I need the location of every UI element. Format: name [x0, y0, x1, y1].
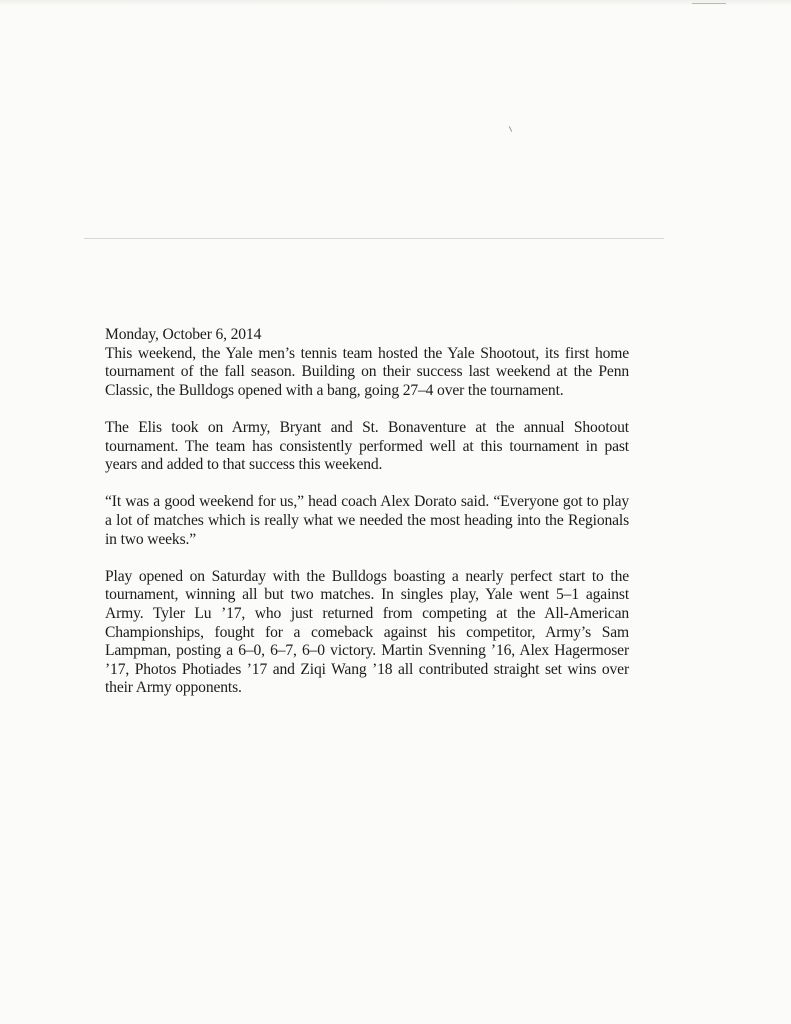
paragraph-opponents: The Elis took on Army, Bryant and St. Bonaventure at the annual Shootout tournament. The team has consistently performed well at this tournament in past years and added to that success this weekend.	[105, 418, 629, 474]
horizontal-rule	[84, 238, 664, 239]
scan-speck	[509, 126, 512, 132]
paragraph-coach-quote: “It was a good weekend for us,” head coach Alex Dorato said. “Everyone got to play a lot of matches which is really what we needed the most heading into the Regionals in two weeks.”	[105, 493, 629, 548]
article-date: Monday, October 6, 2014	[105, 326, 262, 343]
scan-shadow	[0, 0, 791, 6]
article-body	[105, 326, 629, 716]
scan-corner-mark	[692, 0, 726, 4]
paragraph-intro: This weekend, the Yale men’s tennis team hosted the Yale Shootout, its first home tournament of the fall season. Building on their success last weekend at the Penn Classic, the Bulldogs opened with a bang, going 27–4 over the tournament.	[105, 344, 629, 399]
paragraph-singles-play: Play opened on Saturday with the Bulldogs boasting a nearly perfect start to the tournament, winning all but two matches. In singles play, Yale went 5–1 against Army. Tyler Lu ’17, who just returned from competing at the All-American Championships, fought for a comeback against his competitor, Army’s Sam Lampman, posting a 6–0, 6–7, 6–0 victory. Martin Svenning ’16, Alex Hagermoser ’17, Photos Photiades ’17 and Ziqi Wang ’18 all contributed straight set wins over their Army opponents.	[105, 567, 629, 697]
